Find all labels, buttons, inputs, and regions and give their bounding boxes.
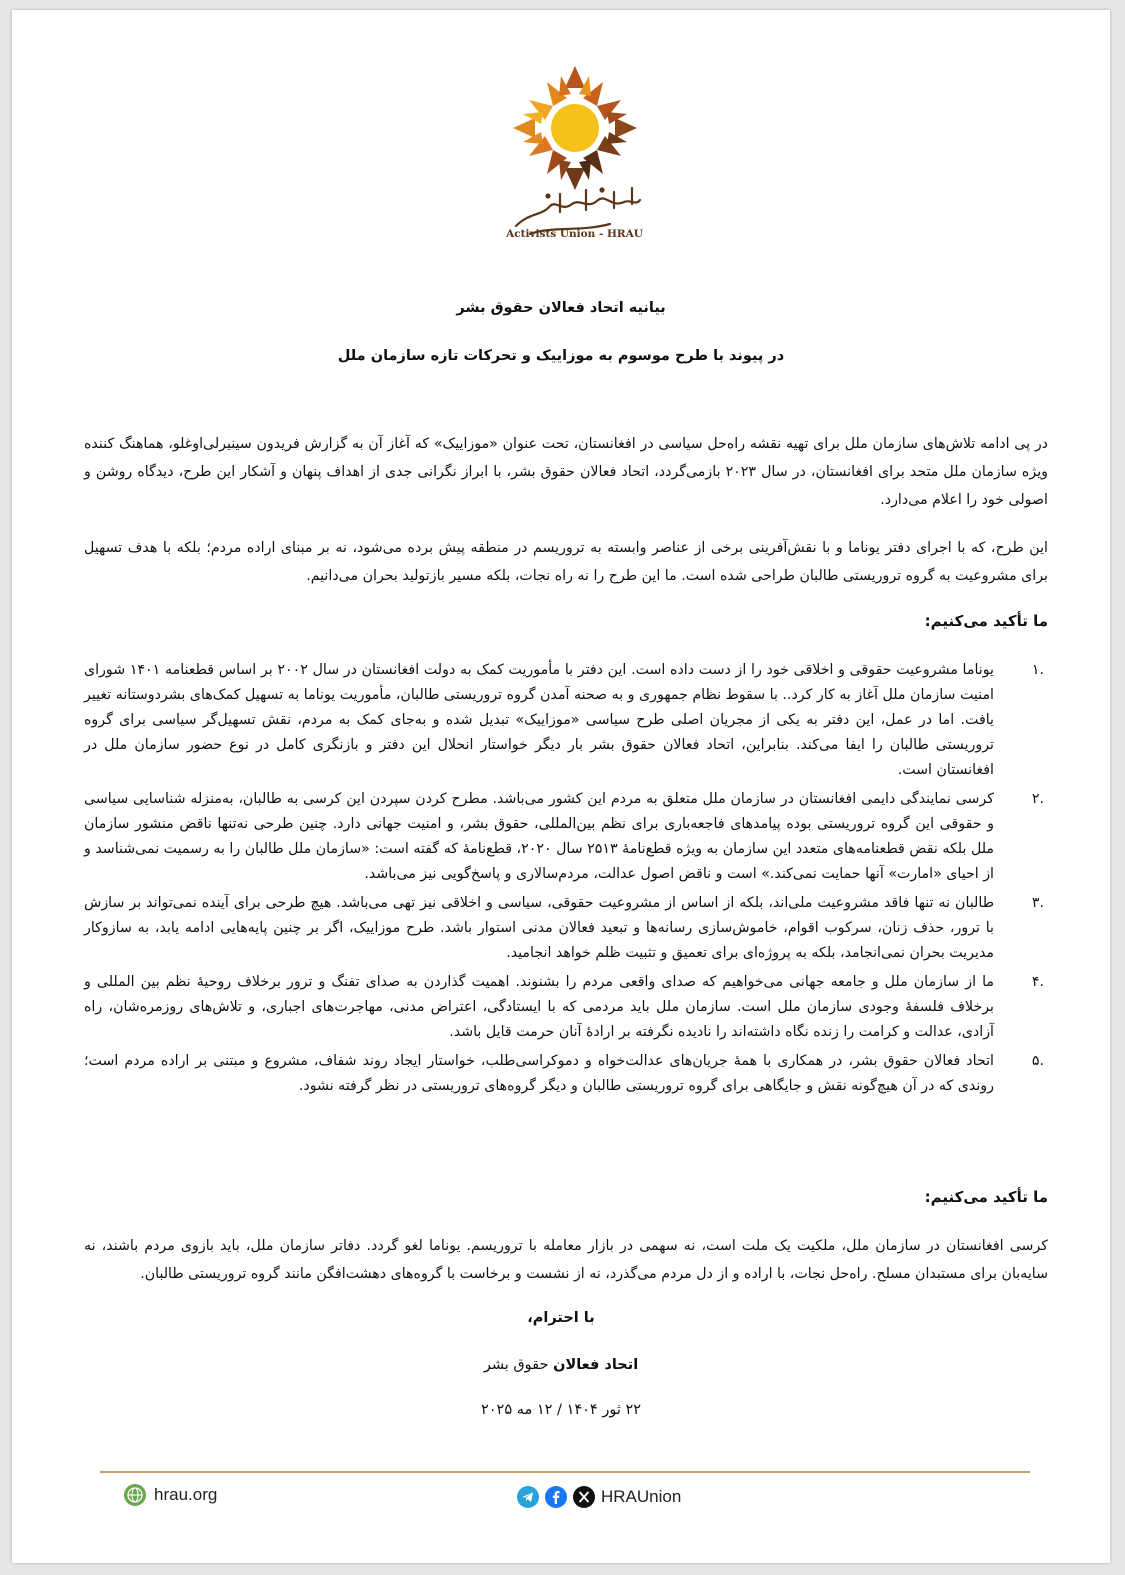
list-item-number: ۴.	[1031, 974, 1044, 990]
final-paragraph: کرسی افغانستان در سازمان ملل، ملکیت یک ملت است، نه سهمی در بازار معامله با تروریسم. یوناما لغو گردد. دفاتر سازمان ملل، باید بازوی مردم باشند، نه سایه‌بان برای مستبدان مسلح. راه‌حل نجات، با اراده و از دل مردم می‌گذرد، نه از نشست و برخاست با گروه‌های دهشت‌افگن مانند گروه تروریستی طالبان.	[84, 1238, 1048, 1282]
x-icon[interactable]	[573, 1486, 595, 1508]
list-item-text: یوناما مشروعیت حقوقی و اخلاقی خود را از دست داده است. این دفتر با مأموریت کمک به دولت افغانستان در سال ۲۰۰۲ بر اساس قطعنامه ۱۴۰۱ شورای امنیت سازمان ملل آغاز به کار کرد.. با سقوط نظام جمهوری و به صحنه آمدن گروه تروریستی طالبان، مأموریت یوناما به تسهیل کمک‌های بشردوستانه تغییر یافت. اما در عمل، این دفتر به یکی از مجریان اصلی طرح سیاسی «موزاییک» تبدیل شده و به‌جای کمک به مردم، نقش تسهیل‌گر سیاسی برای گروه تروریستی طالبان را ایفا می‌کند. بنابراین، اتحاد فعالان حقوق بشر بار دیگر خواستار انحلال این دفتر و بازنگری کامل در نوع حضور سازمان ملل در افغانستان است.	[84, 662, 994, 778]
statement-subtitle: در پیوند با طرح موسوم به موزاییک و تحرکات تازه سازمان ملل	[337, 348, 785, 364]
list-item-text: ما از سازمان ملل و جامعه جهانی می‌خواهیم که صدای واقعی مردم را بشنوند. اهمیت گذاردن به صدای تفنگ و ترور برخلاف روحیهٔ نظم بین المللی و برخلاف فلسفهٔ وجودی سازمان ملل است. سازمان ملل باید مردمی که با ایستادگی، اعتراض مدنی، مهاجرت‌های اجباری، و تلاش‌های روزمره‌شان، راه آزادی، عدالت و کرامت را زنده نگاه داشته‌اند را نادیده نگرفته بر ارادهٔ آنان حرمت قایل باشد.	[84, 974, 994, 1040]
list-item-text: اتحاد فعالان حقوق بشر، در همکاری با همهٔ جریان‌های عدالت‌خواه و دموکراسی‌طلب، خواستار ایجاد روند شفاف، مشروع و مبتنی بر اراده مردم است؛ روندی که در آن هیچ‌گونه نقش و جایگاهی برای گروه تروریستی طالبان و دیگر گروه‌های تروریستی در نظر گرفته نشود.	[84, 1053, 994, 1094]
globe-icon	[124, 1484, 146, 1506]
document-page	[12, 10, 1110, 1563]
logo-english-text: Activists Union - HRAU	[506, 228, 643, 240]
social-handle[interactable]: HRAUnion	[601, 1487, 682, 1506]
list-item-number: ۵.	[1031, 1053, 1044, 1069]
statement-title: بیانیه اتحاد فعالان حقوق بشر	[456, 300, 666, 316]
telegram-icon[interactable]	[517, 1486, 539, 1508]
list-item-text: طالبان نه تنها فاقد مشروعیت ملی‌اند، بلکه از اساس از مشروعیت حقوقی، سیاسی و اخلاقی نیز تهی می‌باشد. هیچ طرحی برای آینده نمی‌تواند بر سازش با ترور، حذف زنان، سرکوب اقوام، خاموش‌سازی رسانه‌ها و تبعید فعالان مدنی استوار باشد. طرح موزاییک، اگر بر چنین پایه‌هایی ادامه یابد، به سازوکار مدیریت بحران نمی‌انجامد، بلکه به پروژه‌ای برای تعمیق و تثبیت ظلم خواهد انجامید.	[84, 895, 994, 961]
list-item	[84, 1049, 1048, 1099]
intro-paragraph: در پی ادامه تلاش‌های سازمان ملل برای تهیه نقشه راه‌حل سیاسی در افغانستان، تحت عنوان «موزاییک» که آغاز آن به گزارش فریدون سینیرلی‌اوغلو، هماهنگ کننده ویژه سازمان ملل متحد برای افغانستان، در سال ۲۰۲۳ بازمی‌گردد، اتحاد فعالان حقوق بشر، با ابراز نگرانی جدی از اهداف پنهان و آشکار این طرح، دیدگاه روشن و اصولی خود را اعلام می‌دارد.	[84, 436, 1048, 508]
organization-logo	[490, 62, 660, 246]
footer-social	[517, 1486, 681, 1508]
facebook-icon[interactable]	[545, 1486, 567, 1508]
emphasis-heading-final: ما تأکید می‌کنیم:	[924, 1188, 1048, 1206]
sun-mosaic-logo-graphic	[490, 62, 660, 246]
demands-list	[84, 658, 1048, 1103]
list-item-text: کرسی نمایندگی دایمی افغانستان در سازمان ملل متعلق به مردم این کشور می‌باشد. مطرح کردن سپردن این کرسی به طالبان، به‌منزله شناسایی سیاسی و حقوقی این گروه تروریستی بوده پیامدهای فاجعه‌باری برای نظم بین‌المللی، حقوق بشر، و امنیت جهانی دارد. چنین طرحی نه‌تنها ناقض منشور سازمان ملل بلکه نقض قطعنامه‌های متعدد این سازمان به ویژه قطع‌نامهٔ ۲۵۱۳ سال ۲۰۲۰، قطع‌نامهٔ که گفته است: «سازمان ملل طالبان را به رسمیت نمی‌شناسد و از احیای «امارت» آنها حمایت نمی‌کند.» است و ناقض اصول عدالت، مردم‌سالاری و پاسخ‌گویی نیز می‌باشد.	[84, 791, 994, 882]
closing-regards: با احترام،	[527, 1310, 595, 1326]
list-item	[84, 970, 1048, 1045]
list-item	[84, 658, 1048, 783]
signature-rest: حقوق بشر	[483, 1357, 549, 1373]
footer-divider	[100, 1471, 1030, 1473]
list-item-number: ۱.	[1031, 662, 1044, 678]
signature-bold: اتحاد فعالان	[553, 1357, 639, 1373]
statement-date: ۲۲ ثور ۱۴۰۴ / ۱۲ مه ۲۰۲۵	[480, 1402, 642, 1418]
website-link[interactable]: hrau.org	[154, 1485, 218, 1504]
second-paragraph: این طرح، که با اجرای دفتر یوناما و با نقش‌آفرینی برخی از عناصر وابسته به تروریسم در منطقه پیش برده می‌شود، نه بر مبنای اراده مردم؛ بلکه با هدف تسهیل برای مشروعیت به گروه تروریستی طالبان طراحی شده است. ما این طرح را نه راه نجات، بلکه مسیر بازتولید بحران می‌دانیم.	[84, 540, 1048, 584]
list-item-number: ۲.	[1031, 791, 1044, 807]
list-item	[84, 891, 1048, 966]
signature	[72, 1357, 1050, 1373]
list-item	[84, 787, 1048, 887]
footer-website[interactable]	[124, 1484, 217, 1506]
list-item-number: ۳.	[1031, 895, 1044, 911]
emphasis-heading: ما تأکید می‌کنیم:	[924, 612, 1048, 630]
